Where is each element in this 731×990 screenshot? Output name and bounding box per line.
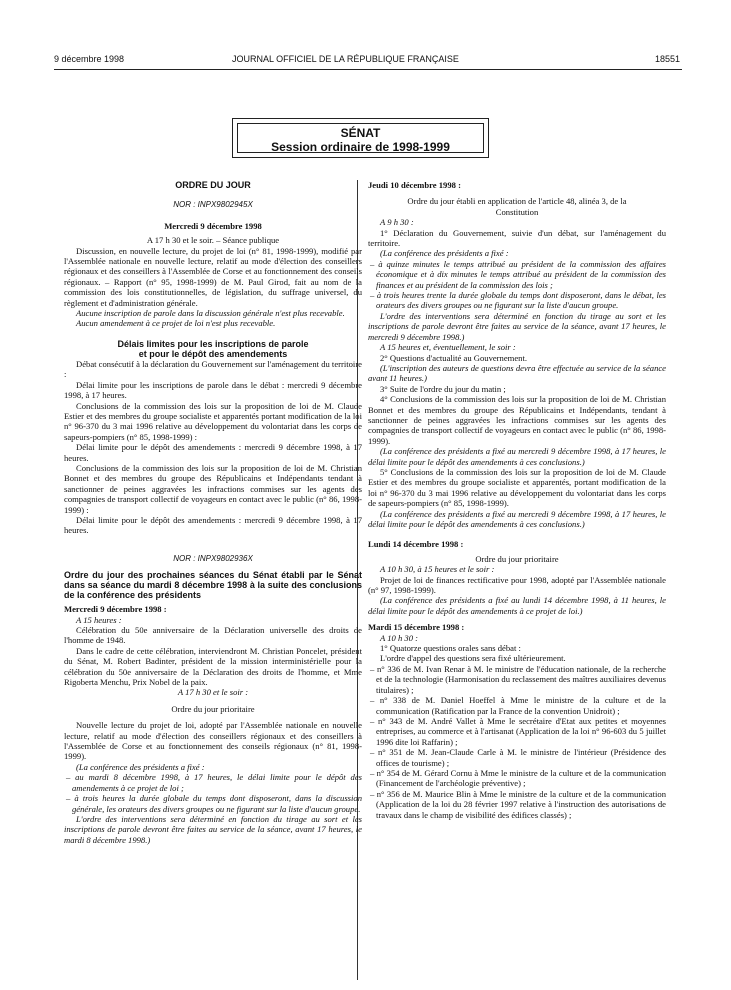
paragraph: Délai limite pour le dépôt des amendements : mercredi 9 décembre 1998, à 17 heures. [64,514,362,536]
header-page-number: 18551 [654,54,680,64]
paragraph: Projet de loi de finances rectificative pour 1998, adopté par l'Assemblée nationale (n° 97, 1998-1999). [368,574,666,596]
paragraph: L'ordre des interventions sera déterminé en fonction du tirage au sort et les inscriptions de parole devront être faites au service de la séance, avant 17 heures, le mardi 8 décembre 1998.) [64,813,362,845]
date-heading: Mardi 15 décembre 1998 : [368,622,465,633]
header-date: 9 décembre 1998 [54,54,125,64]
paragraph: Discussion, en nouvelle lecture, du projet de loi (n° 81, 1998-1999), modifié par l'Assemblée nationale en nouvelle lecture, relatif au mode d'élection des conseillers régionaux et des conseillers à l'Assemblée de Corse et au fonctionnement des conseils régionaux. – Rapport (n° 95, 1998-1999) de M. Paul Girod, fait au nom de la commission des lois constitutionnelles, de législation, du suffrage universel, du règlement et d'administration générale. [64,245,362,308]
running-header [54,52,682,68]
seance-line: A 17 h 30 et le soir. – Séance publique [146,235,280,246]
header-rule [54,69,682,70]
date-heading: Mercredi 9 décembre 1998 [164,220,262,231]
list-item: – à trois heures trente la durée globale du temps dont disposeront, dans le débat, les orateurs des divers groupes ou ne figurant sur la liste d'aucun groupe. [370,290,666,311]
section-title: et pour le dépôt des amendements [138,348,288,359]
section-title: Ordre du jour des prochaines séances du Sénat établi par le Sénat dans sa séance du mardi 8 décembre 1998 à la suite des conclusions de la conférence des présidents [64,570,362,601]
paragraph: (La conférence des présidents a fixé : [380,248,509,259]
list-item: – à trois heures la durée globale du temps dont disposeront, dans la discussion générale, les orateurs des divers groupes ou ne figurant sur la liste d'aucun groupe. [66,793,362,814]
question-item: – n° 343 de M. André Vallet à Mme le secrétaire d'Etat aux petites et moyennes entreprises, au commerce et à l'artisanat (Application de la loi n° 96-603 du 5 juillet 1996 dite loi Raffarin) ; [370,715,666,747]
date-heading: Mercredi 9 décembre 1998 : [64,604,167,615]
paragraph: Délai limite pour le dépôt des amendements : mercredi 9 décembre 1998, à 17 heures. [64,442,362,463]
time-line: A 15 heures et, éventuellement, le soir : [380,342,516,353]
list-item: – au mardi 8 décembre 1998, à 17 heures, le délai limite pour le dépôt des amendements à ce projet de loi ; [66,772,362,793]
paragraph: 1° Déclaration du Gouvernement, suivie d'un débat, sur l'aménagement du territoire. [368,227,666,249]
question-item: – n° 351 de M. Jean-Claude Carle à M. le ministre de l'intérieur (Présidence des offices de tourisme) ; [370,747,666,768]
paragraph: Conclusions de la commission des lois sur la proposition de loi de M. Claude Estier et des membres du groupe socialiste et apparentés portant modification de la loi n° 96-370 du 3 mai 1996 relative au développement du volontariat dans les corps de sapeurs-pompiers (n° 85, 1998-1999) : [64,400,362,442]
paragraph: (La conférence des présidents a fixé : [76,761,205,772]
time-line: A 10 h 30, à 15 heures et le soir : [380,564,495,575]
ordre-du-jour-heading: ORDRE DU JOUR [175,180,251,190]
ordre-article-line: Ordre du jour établi en application de l'article 48, alinéa 3, de la Constitution [407,196,627,217]
time-line: A 9 h 30 : [380,217,414,228]
paragraph: 1° Quatorze questions orales sans débat : [380,643,521,654]
paragraph: (La conférence des présidents a fixé au lundi 14 décembre 1998, à 11 heures, le délai limite pour le dépôt des amendements à ce projet de loi.) [368,595,666,616]
paragraph: Délai limite pour les inscriptions de parole dans le débat : mercredi 9 décembre 1998, à 17 heures. [64,379,362,401]
left-column [64,180,362,845]
question-item: – n° 354 de M. Gérard Cornu à Mme le ministre de la culture et de la communication (Financement de l'archéologie préventive) ; [370,767,666,789]
paragraph: Débat consécutif à la déclaration du Gouvernement sur l'aménagement du territoire : [64,358,362,380]
question-item: – n° 356 de M. Maurice Blin à Mme le ministre de la culture et de la communication (Application de la loi du 28 février 1997 relative à l'instruction des autorisations de travaux dans le champ de visibilité des édifices classés) ; [370,788,666,820]
paragraph: 3° Suite de l'ordre du jour du matin ; [380,383,506,394]
date-heading: Lundi 14 décembre 1998 : [368,539,464,550]
priority-heading: Ordre du jour prioritaire [171,703,255,714]
paragraph: Célébration du 50e anniversaire de la Déclaration universelle des droits de l'homme de 1948. [64,625,362,646]
nor-reference: NOR : INPX9802945X [173,200,253,210]
title-senat: SÉNAT [340,126,381,140]
paragraph: L'ordre d'appel des questions sera fixé ultérieurement. [380,653,566,664]
question-item: – n° 336 de M. Ivan Renar à M. le ministre de l'éducation nationale, de la recherche et de la technologie (Harmonisation du reclassement des maîtres auxiliaires devenus titulaires) ; [370,663,666,695]
time-line: A 17 h 30 et le soir : [177,687,249,698]
paragraph: Aucun amendement à ce projet de loi n'est plus recevable. [76,318,276,329]
paragraph: Dans le cadre de cette célébration, interviendront M. Christian Poncelet, président du Sénat, M. Robert Badinter, président de la mission interministérielle pour la célébration du 50e anniversaire de la Déclaration des droits de l'homme, et Mme Rigoberta Menchu, Prix Nobel de la paix. [64,645,362,688]
time-line: A 10 h 30 : [380,632,419,643]
paragraph: Conclusions de la commission des lois sur la proposition de loi de M. Christian Bonnet et des membres du groupe des Républicains et Indépendants tendant à sanctionner de peines aggravées les infractions commises sur les agents des compagnies de transport collectif de voyageurs en contact avec le public (n° 86, 1998-1999) : [64,462,362,515]
title-box [232,118,489,158]
paragraph: (La conférence des présidents a fixé au mercredi 9 décembre 1998, à 17 heures, le délai limite pour le dépôt des amendements à ces conclusions.) [368,508,666,529]
header-journal: JOURNAL OFFICIEL DE LA RÉPUBLIQUE FRANÇAISE [232,54,459,64]
list-item: – à quinze minutes le temps attribué au président de la commission des affaires économique et à dix minutes le temps attribué au président de la commission des finances et au président de la commission des lois ; [370,258,666,290]
right-column [368,180,666,820]
section-title: Délais limites pour les inscriptions de parole [117,338,309,349]
nor-reference: NOR : INPX9802936X [173,553,253,563]
paragraph: 5° Conclusions de la commission des lois sur la proposition de loi de M. Claude Estier et des membres du groupe socialiste et apparentés, portant modification de la loi n° 96-370 du 3 mai 1996 relative au développement du volontariat dans les corps de sapeurs-pompiers (n° 85, 1998-1999). [368,466,666,509]
date-heading: Jeudi 10 décembre 1998 : [368,180,461,190]
paragraph: Aucune inscription de parole dans la discussion générale n'est plus recevable. [76,308,345,319]
paragraph: 4° Conclusions de la commission des lois sur la proposition de loi de M. Christian Bonnet et des membres du groupe des Républicains et Indépendants, tendant à sanctionner de peines aggravées les infractions commises sur les agents des compagnies de transport collectif de voyageurs en contact avec le public (n° 86, 1998-1999). [368,394,666,446]
paragraph: (L'inscription des auteurs de questions devra être effectuée au service de la séance avant 11 heures.) [368,362,666,384]
paragraph: (La conférence des présidents a fixé au mercredi 9 décembre 1998, à 17 heures, le délai limite pour le dépôt des amendements à ces conclusions.) [368,446,666,467]
question-item: – n° 338 de M. Daniel Hoeffel à Mme le ministre de la culture et de la communication (Ratification par la France de la convention Unidroit) ; [370,695,666,716]
title-session: Session ordinaire de 1998-1999 [271,140,450,154]
paragraph: L'ordre des interventions sera déterminé en fonction du tirage au sort et les inscriptions de parole devront être faites au service de la séance, avant 17 heures, le mercredi 9 décembre 1998.) [368,310,666,342]
paragraph: 2° Questions d'actualité au Gouvernement. [380,352,527,363]
priority-heading: Ordre du jour prioritaire [475,553,559,564]
time-line: A 15 heures : [76,614,122,625]
paragraph: Nouvelle lecture du projet de loi, adopté par l'Assemblée nationale en nouvelle lecture, relatif au mode d'élection des conseillers régionaux et des conseillers à l'Assemblée de Corse et au fonctionnement des conseils régionaux (n° 81, 1998-1999). [64,720,362,762]
title-box-inner [237,123,484,153]
